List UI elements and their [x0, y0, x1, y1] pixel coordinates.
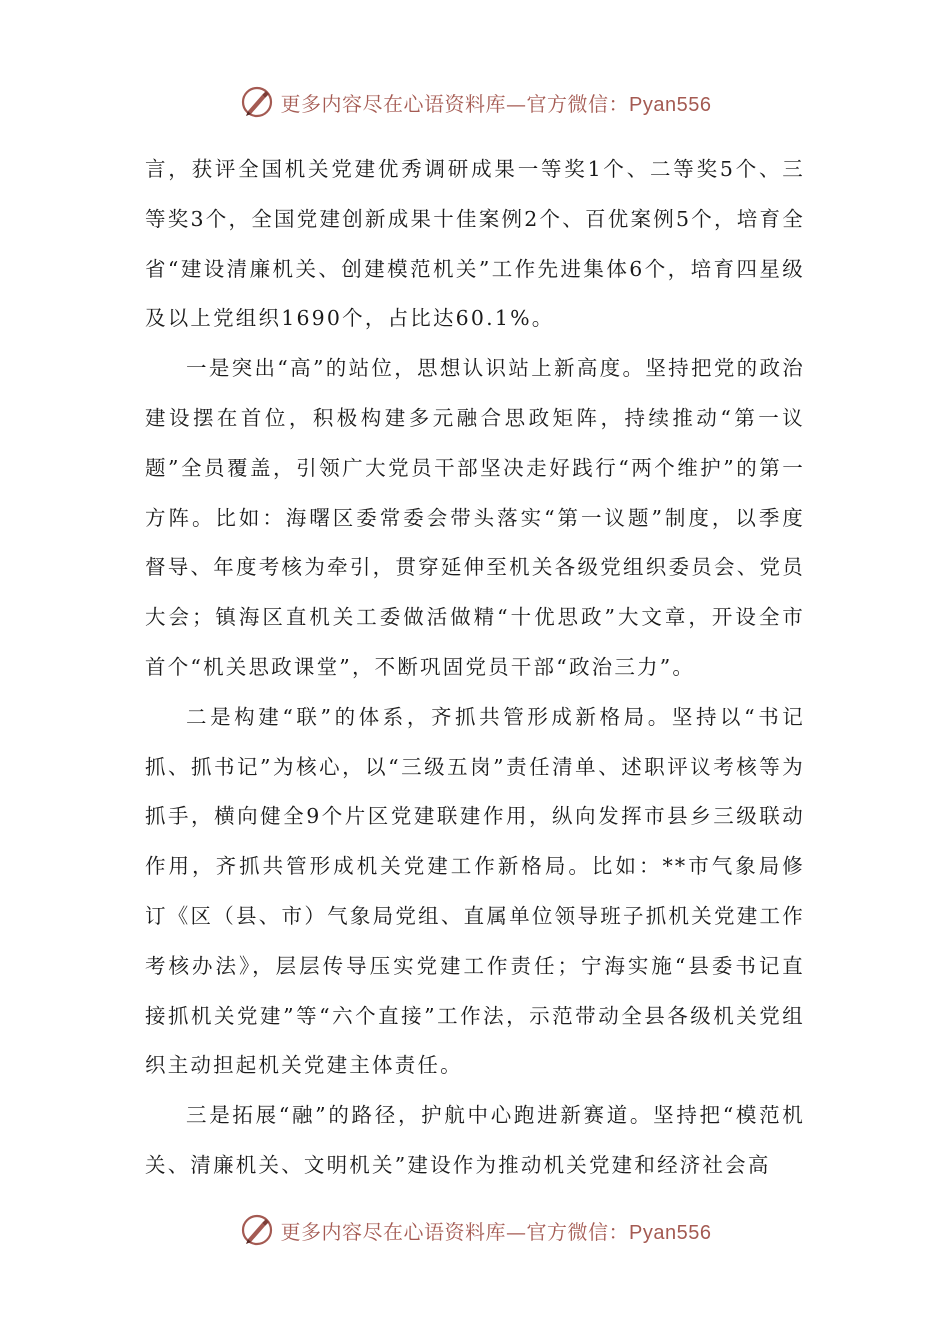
- footer-watermark-id: Pyan556: [629, 1221, 712, 1244]
- header-watermark-id: Pyan556: [629, 93, 712, 116]
- paragraph-point-three: 三是拓展“融”的路径，护航中心跑进新赛道。坚持把“模范机关、清廉机关、文明机关”建设作为推动机关党建和经济社会高: [145, 1103, 805, 1177]
- paragraph-continuation: 言，获评全国机关党建优秀调研成果一等奖1个、二等奖5个、三等奖3个，全国党建创新成果十佳案例2个、百优案例5个，培育全省“建设清廉机关、创建模范机关”工作先进集体6个，培育四星级及以上党组织1690个，占比达60.1%。: [145, 157, 805, 331]
- footer-watermark-cn: 更多内容尽在心语资料库—官方微信：: [280, 1219, 630, 1244]
- footer-watermark-text: [281, 1216, 712, 1245]
- pen-circle-logo-icon: [239, 84, 275, 120]
- header-watermark: [0, 80, 950, 124]
- header-watermark-text: [281, 88, 712, 117]
- footer-watermark: [0, 1208, 950, 1252]
- header-watermark-cn: 更多内容尽在心语资料库—官方微信：: [280, 91, 630, 116]
- paragraph-point-one: 一是突出“高”的站位，思想认识站上新高度。坚持把党的政治建设摆在首位，积极构建多元融合思政矩阵，持续推动“第一议题”全员覆盖，引领广大党员干部坚决走好践行“两个维护”的第一方阵。比如：海曙区委常委会带头落实“第一议题”制度，以季度督导、年度考核为牵引，贯穿延伸至机关各级党组织委员会、党员大会；镇海区直机关工委做活做精“十优思政”大文章，开设全市首个“机关思政课堂”，不断巩固党员干部“政治三力”。: [145, 356, 805, 679]
- paragraph-point-two: 二是构建“联”的体系，齐抓共管形成新格局。坚持以“书记抓、抓书记”为核心，以“三级五岗”责任清单、述职评议考核等为抓手，横向健全9个片区党建联建作用，纵向发挥市县乡三级联动作用，齐抓共管形成机关党建工作新格局。比如：**市气象局修订《区（县、市）气象局党组、直属单位领导班子抓机关党建工作考核办法》，层层传导压实党建工作责任；宁海实施“县委书记直接抓机关党建”等“六个直接”工作法，示范带动全县各级机关党组织主动担起机关党建主体责任。: [145, 704, 805, 1078]
- pen-circle-logo-icon: [239, 1212, 275, 1248]
- document-body: [145, 145, 805, 1191]
